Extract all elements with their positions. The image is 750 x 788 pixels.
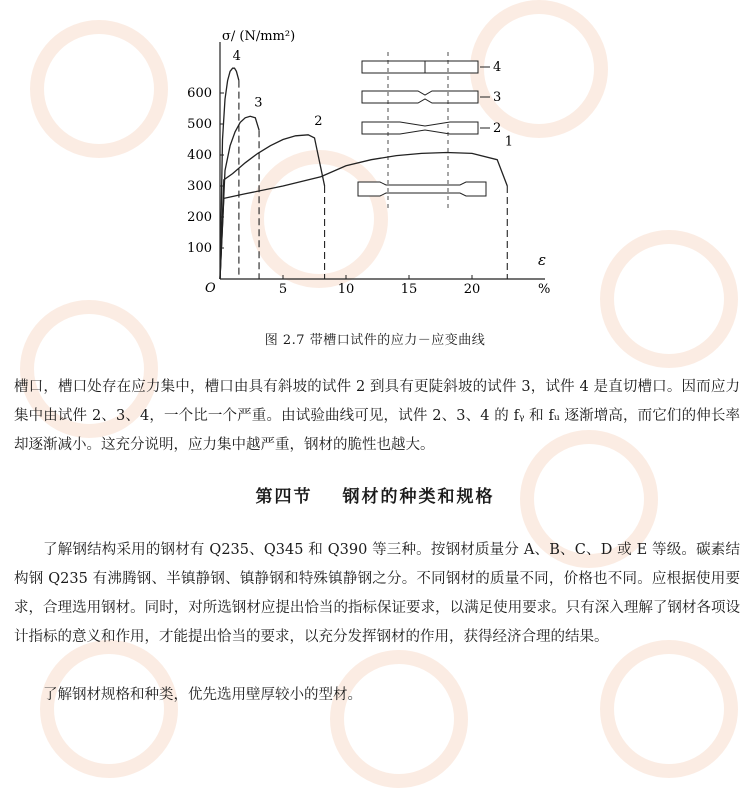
specimen-sketches (358, 52, 501, 208)
chart-curves (220, 49, 513, 279)
stress-strain-figure (0, 0, 750, 360)
specimen-label: 2 (493, 121, 502, 136)
specimen-4 (362, 60, 501, 75)
section-title-text: 钢材的种类和规格 (342, 487, 495, 507)
x-axis-label: ε (538, 251, 547, 269)
specimen-label: 3 (493, 90, 502, 105)
curve-label-3: 3 (254, 95, 263, 111)
curve-2 (220, 135, 325, 279)
y-axis-label: σ/ (N/mm²) (222, 29, 296, 44)
curve-label-2: 2 (314, 113, 323, 129)
origin-label: O (205, 281, 216, 296)
y-tick-label: 300 (187, 179, 212, 194)
x-tick-label: 20 (463, 282, 481, 297)
section-heading (0, 482, 750, 507)
curve-1 (220, 153, 507, 280)
y-tick-label: 500 (187, 117, 212, 132)
curve-label-1: 1 (504, 134, 514, 150)
paragraph-stress-concentration: 槽口，槽口处存在应力集中，槽口由具有斜坡的试件 2 到具有更陡斜坡的试件 3，试件 4 是直切槽口。因而应力集中由试件 2、3、4，一个比一个严重。由试验曲线可见，试件 2、3、4 的 fᵧ 和 fᵤ 逐渐增高，而它们的伸长率却逐渐减小。这充分说明，应力集中越严重，钢材的脆性也越大。 (14, 379, 740, 453)
y-tick-label: 100 (187, 241, 212, 256)
y-tick-label: 200 (187, 210, 212, 225)
curve-4 (220, 68, 239, 279)
y-tick-label: 400 (187, 148, 212, 163)
x-tick-label: 15 (400, 282, 418, 297)
x-tick-label: 10 (337, 282, 355, 297)
watermark-ring (330, 650, 468, 788)
x-tick-label: 5 (278, 282, 288, 297)
paragraph-steel-types: 了解钢结构采用的钢材有 Q235、Q345 和 Q390 等三种。按钢材质量分 A、B、C、D 或 E 等级。碳素结构钢 Q235 有沸腾钢、半镇静钢、镇静钢和特殊镇静钢之分。不同钢材的质量不同，价格也不同。应根据使用要求，合理选用钢材。同时，对所选钢材应提出恰当的指标保证要求，以满足使用要求。只有深入理解了钢材各项设计指标的意义和作用，才能提出恰当的要求，以充分发挥钢材的作用，获得经济合理的结果。 (14, 542, 740, 645)
specimen-2 (362, 121, 501, 136)
figure-caption: 图 2.7 带槽口试件的应力－应变曲线 (264, 333, 486, 348)
paragraph-steel-specs: 了解钢材规格和种类，优先选用壁厚较小的型材。 (43, 687, 362, 703)
x-axis-unit: % (538, 282, 551, 297)
specimen-3 (362, 90, 501, 105)
curve-label-4: 4 (232, 49, 241, 65)
section-number: 第四节 (255, 487, 313, 507)
chart-axes (220, 42, 545, 279)
specimen-1 (358, 182, 486, 196)
y-tick-label: 600 (187, 86, 212, 101)
specimen-label: 4 (493, 60, 502, 75)
